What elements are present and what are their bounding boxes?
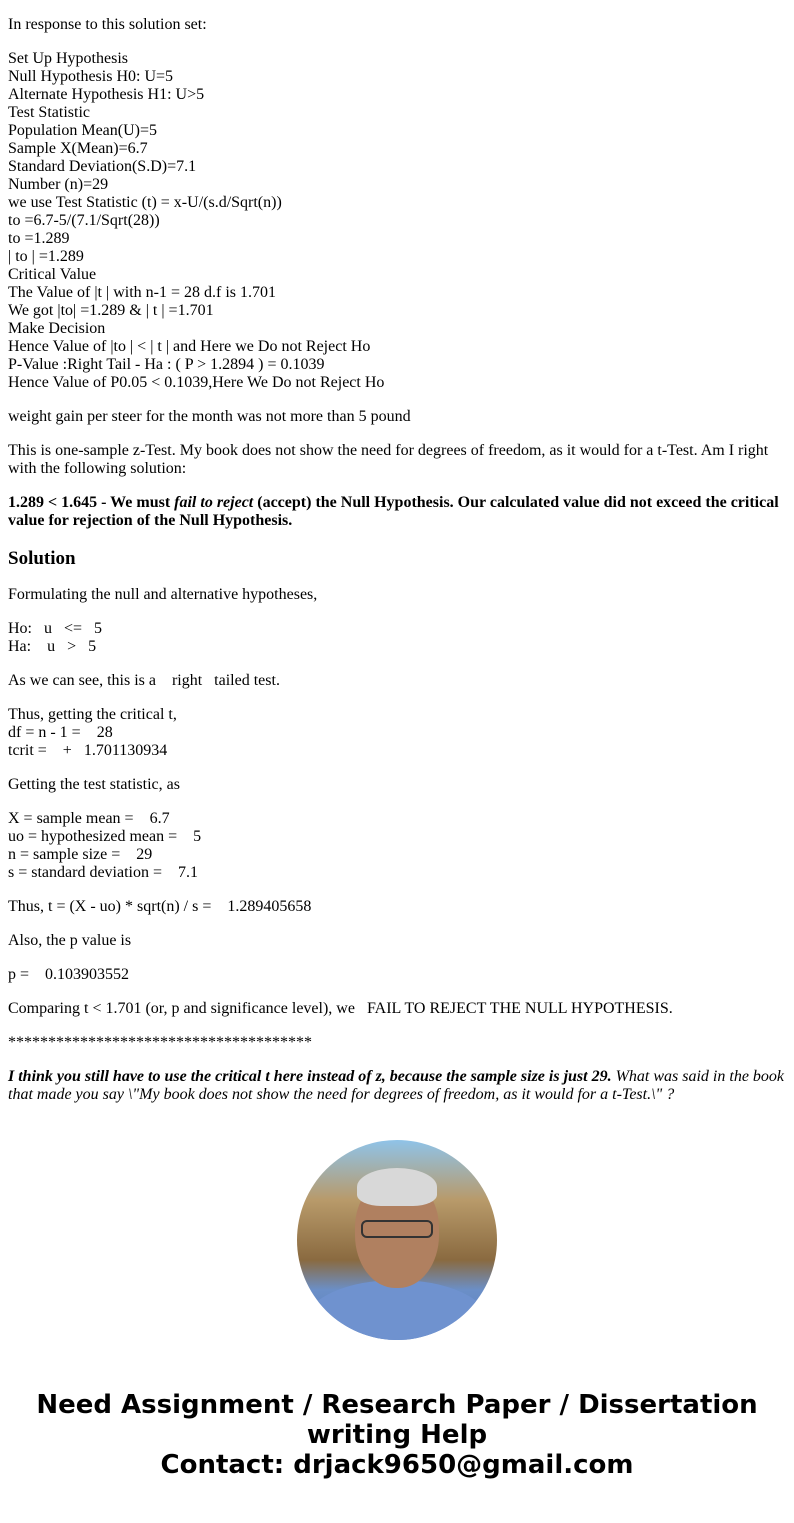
solution-line: Thus, getting the critical t, xyxy=(8,706,177,723)
comment-bold: I think you still have to use the critical t here instead of z, because the sample size is just 29. xyxy=(8,1068,612,1085)
solution-set-line: to =1.289 xyxy=(8,230,70,247)
solution-block xyxy=(8,1000,786,1018)
avatar xyxy=(297,1140,497,1340)
solution-set-line: Alternate Hypothesis H1: U>5 xyxy=(8,86,205,103)
solution-set-line: Population Mean(U)=5 xyxy=(8,122,157,139)
solution-block xyxy=(8,620,786,656)
solution-set-line: We got |to| =1.289 & | t | =1.701 xyxy=(8,302,214,319)
solution-line: ************************************** xyxy=(8,1034,312,1051)
solution-set-line: Hence Value of |to | < | t | and Here we Do not Reject Ho xyxy=(8,338,371,355)
conclusion-text: weight gain per steer for the month was not more than 5 pound xyxy=(8,408,411,425)
proposed-emph: fail to reject xyxy=(174,494,254,511)
solution-block xyxy=(8,672,786,690)
proposed-part2: (accept) the Null Hypothesis. Our calculated value did not exceed the critical value for rejection of the Null Hypothesis. xyxy=(8,494,779,529)
solution-line: Formulating the null and alternative hypotheses, xyxy=(8,586,318,603)
solution-line: As we can see, this is a right tailed test. xyxy=(8,672,280,689)
solution-set-line: Standard Deviation(S.D)=7.1 xyxy=(8,158,197,175)
solution-line: n = sample size = 29 xyxy=(8,846,153,863)
solution-set-line: Hence Value of P0.05 < 0.1039,Here We Do not Reject Ho xyxy=(8,374,385,391)
solution-block xyxy=(8,586,786,604)
solution-body xyxy=(8,586,786,1052)
solution-set-line: Make Decision xyxy=(8,320,106,337)
solution-set-line: to =6.7-5/(7.1/Sqrt(28)) xyxy=(8,212,160,229)
solution-line: X = sample mean = 6.7 xyxy=(8,810,170,827)
solution-block xyxy=(8,966,786,984)
solution-line: tcrit = + 1.701130934 xyxy=(8,742,168,759)
solution-set-line: we use Test Statistic (t) = x-U/(s.d/Sqrt(n)) xyxy=(8,194,282,211)
footer-contact: Contact: drjack9650@gmail.com xyxy=(160,1450,634,1480)
solution-set-line: Sample X(Mean)=6.7 xyxy=(8,140,148,157)
question-text: This is one-sample z-Test. My book does not show the need for degrees of freedom, as it would for a t-Test. Am I right with the following solution: xyxy=(8,442,769,477)
solution-block xyxy=(8,706,786,760)
solution-set-line: Set Up Hypothesis xyxy=(8,50,128,67)
solution-block xyxy=(8,932,786,950)
solution-line: Thus, t = (X - uo) * sqrt(n) / s = 1.289405658 xyxy=(8,898,312,915)
avatar-container xyxy=(8,1140,786,1340)
solution-set-line: The Value of |t | with n-1 = 28 d.f is 1.701 xyxy=(8,284,276,301)
solution-line: Comparing t < 1.701 (or, p and significance level), we FAIL TO REJECT THE NULL HYPOTHESIS. xyxy=(8,1000,673,1017)
solution-block xyxy=(8,810,786,882)
solution-set-line: Number (n)=29 xyxy=(8,176,109,193)
solution-block xyxy=(8,776,786,794)
solution-line: Also, the p value is xyxy=(8,932,132,949)
solution-set-line: | to | =1.289 xyxy=(8,248,84,265)
solution-set-line: P-Value :Right Tail - Ha : ( P > 1.2894 ) = 0.1039 xyxy=(8,356,325,373)
solution-line: p = 0.103903552 xyxy=(8,966,130,983)
solution-line: uo = hypothesized mean = 5 xyxy=(8,828,202,845)
solution-line: s = standard deviation = 7.1 xyxy=(8,864,199,881)
solution-heading: Solution xyxy=(8,548,76,569)
footer-line1: Need Assignment / Research Paper / Dissertation writing Help xyxy=(36,1390,758,1450)
solution-line: Getting the test statistic, as xyxy=(8,776,180,793)
intro-text: In response to this solution set: xyxy=(8,16,207,33)
solution-set-line: Null Hypothesis H0: U=5 xyxy=(8,68,174,85)
comment xyxy=(8,1068,786,1104)
solution-set-line: Test Statistic xyxy=(8,104,90,121)
proposed-part1: 1.289 < 1.645 - We must xyxy=(8,494,175,511)
solution-block xyxy=(8,1034,786,1052)
footer xyxy=(8,1390,786,1480)
proposed-solution xyxy=(8,494,786,530)
solution-block xyxy=(8,898,786,916)
solution-set xyxy=(8,50,786,392)
solution-line: Ha: u > 5 xyxy=(8,638,97,655)
solution-set-line: Critical Value xyxy=(8,266,97,283)
comment-rest: What was said in the book that made you say \"My book does not show the need for degrees of freedom, as it would for a t-Test.\" ? xyxy=(8,1068,785,1103)
solution-line: df = n - 1 = 28 xyxy=(8,724,113,741)
solution-line: Ho: u <= 5 xyxy=(8,620,103,637)
